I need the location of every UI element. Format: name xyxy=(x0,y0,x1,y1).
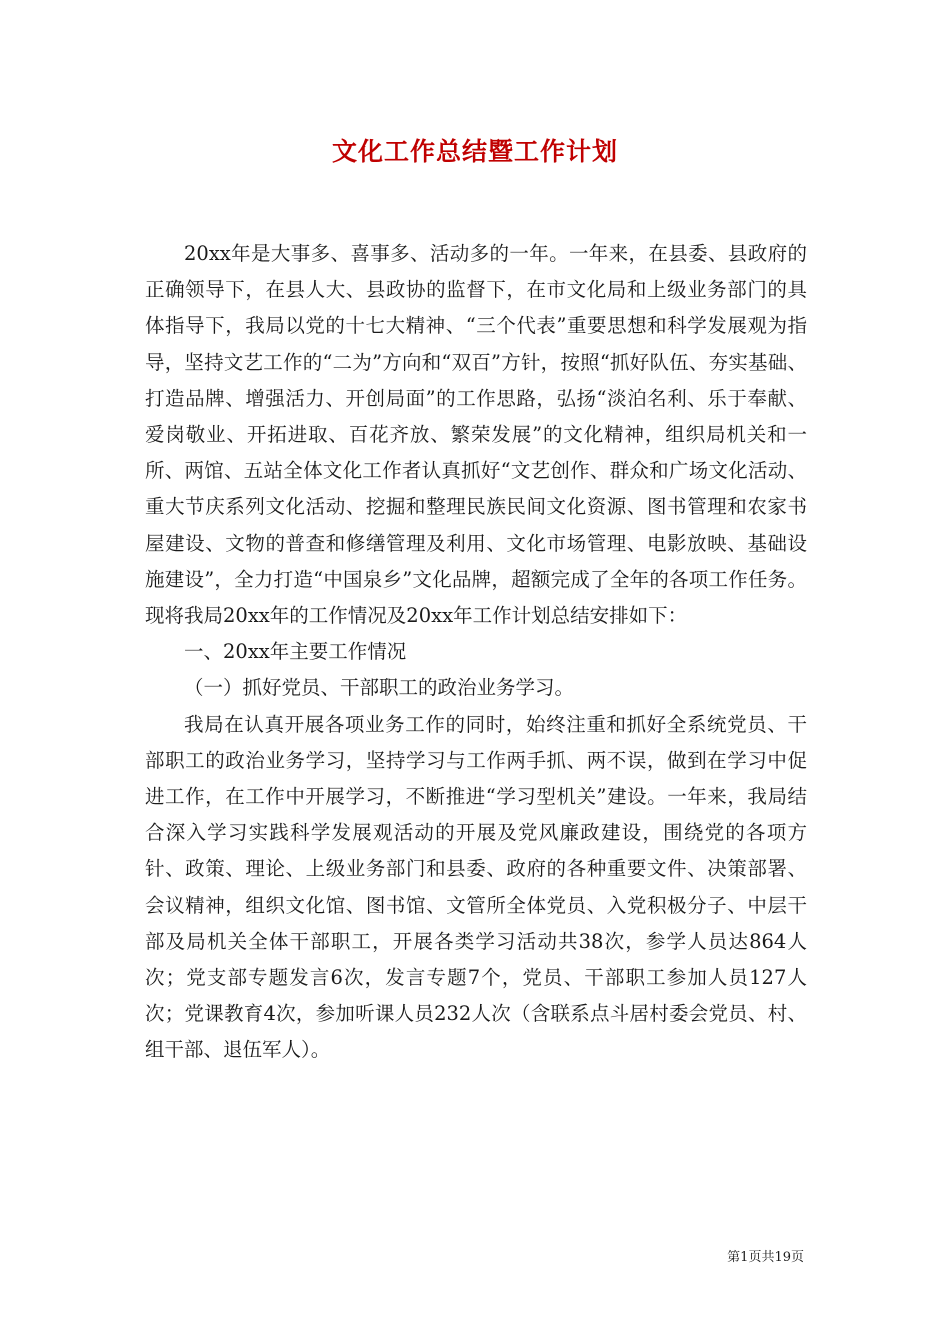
document-body xyxy=(145,236,807,1069)
document-title: 文化工作总结暨工作计划 xyxy=(331,137,618,166)
body-paragraph: 我局在认真开展各项业务工作的同时，始终注重和抓好全系统党员、干部职工的政治业务学习，坚持学习与工作两手抓、两不误，做到在学习中促进工作，在工作中开展学习，不断推进“学习型机关”建设。一年来，我局结合深入学习实践科学发展观活动的开展及党风廉政建设，围绕党的各项方针、政策、理论、上级业务部门和县委、政府的各种重要文件、决策部署、会议精神，组织文化馆、图书馆、文管所全体党员、入党积极分子、中层干部及局机关全体干部职工，开展各类学习活动共38次，参学人员达864人次；党支部专题发言6次，发言专题7个，党员、干部职工参加人员127人次；党课教育4次，参加听课人员232人次（含联系点斗居村委会党员、村、组干部、退伍军人）。 xyxy=(145,712,807,1062)
subsection-heading: （一）抓好党员、干部职工的政治业务学习。 xyxy=(184,676,575,700)
intro-paragraph: 20xx年是大事多、喜事多、活动多的一年。一年来，在县委、县政府的正确领导下，在县人大、县政协的监督下，在市文化局和上级业务部门的具体指导下，我局以党的十七大精神、“三个代表”重要思想和科学发展观为指导，坚持文艺工作的“二为”方向和“双百”方针，按照“抓好队伍、夯实基础、打造品牌、增强活力、开创局面”的工作思路，弘扬“淡泊名利、乐于奉献、爱岗敬业、开拓进取、百花齐放、繁荣发展”的文化精神，组织局机关和一所、两馆、五站全体文化工作者认真抓好“文艺创作、群众和广场文化活动、重大节庆系列文化活动、挖掘和整理民族民间文化资源、图书管理和农家书屋建设、文物的普查和修缮管理及利用、文化市场管理、电影放映、基础设施建设”，全力打造“中国泉乡”文化品牌，超额完成了全年的各项工作任务。现将我局20xx年的工作情况及20xx年工作计划总结安排如下： xyxy=(145,242,807,628)
page-number: 第1页共19页 xyxy=(727,1250,804,1265)
section-heading: 一、20xx年主要工作情况 xyxy=(184,640,407,664)
